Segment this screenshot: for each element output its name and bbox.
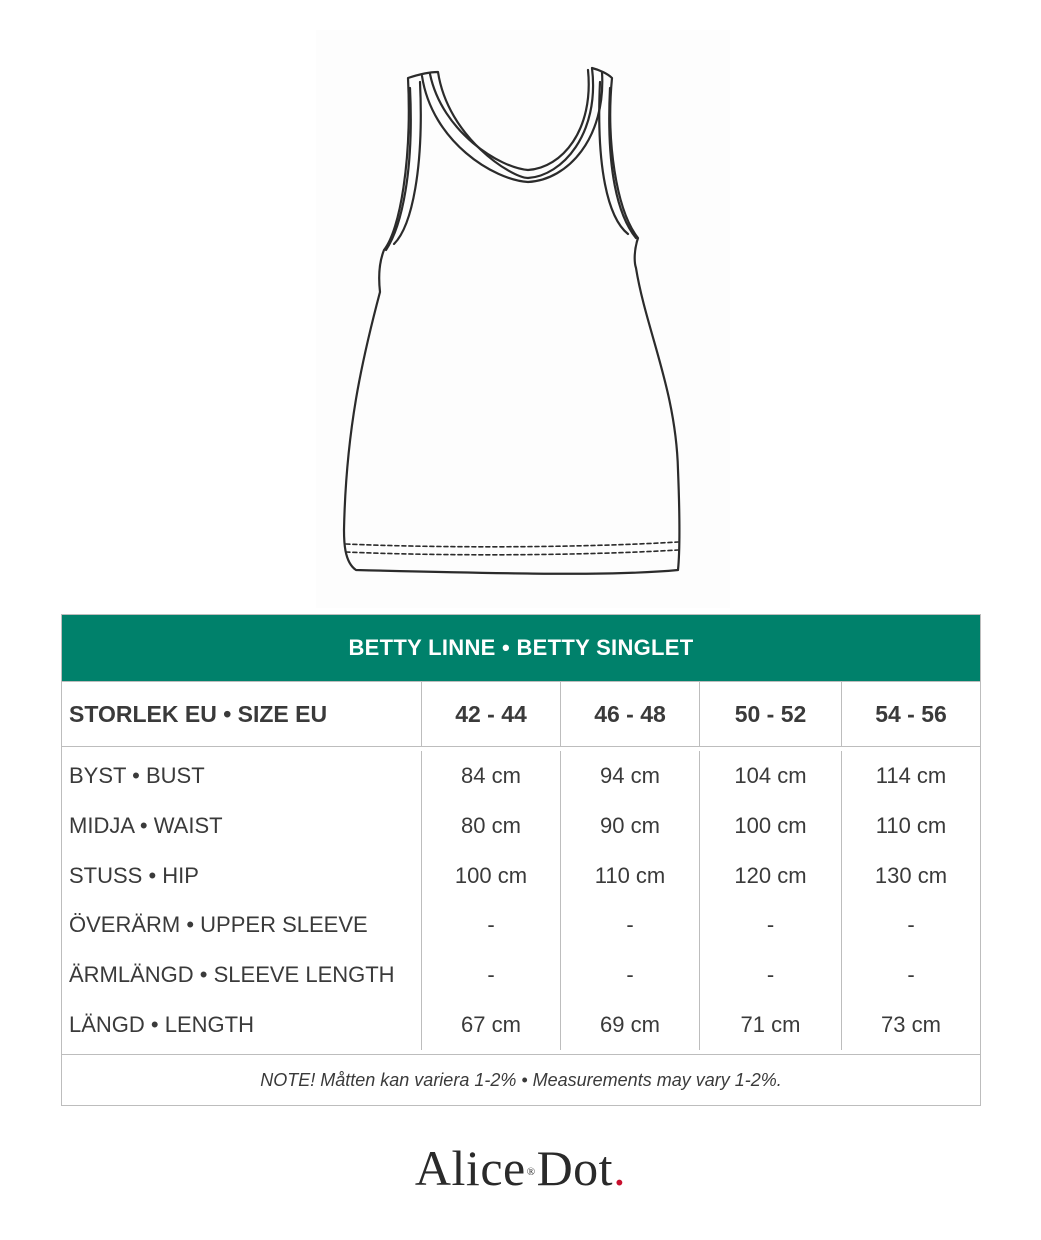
row-value: 90 cm	[561, 801, 700, 851]
table-title: BETTY LINNE • BETTY SINGLET	[62, 615, 980, 682]
table-row-sleeve-length	[62, 950, 980, 1000]
row-value: -	[700, 950, 842, 1000]
row-value: -	[907, 962, 915, 988]
table-row-bust	[62, 751, 980, 801]
row-value: 100 cm	[422, 851, 561, 901]
brand-name-part2: Dot	[536, 1140, 614, 1196]
size-header-row	[62, 682, 980, 747]
table-row-upper-sleeve	[62, 900, 980, 950]
row-value: 110 cm	[875, 812, 947, 838]
row-label: MIDJA • WAIST	[62, 801, 422, 851]
row-value: -	[700, 900, 842, 950]
row-value: 94 cm	[561, 751, 700, 801]
table-row-length	[62, 1000, 980, 1050]
row-value: 130 cm	[874, 862, 948, 888]
row-value: 80 cm	[422, 801, 561, 851]
size-header-2: 46 - 48	[561, 682, 700, 746]
brand-name-part1: Alice	[414, 1140, 526, 1196]
garment-sketch	[316, 30, 730, 608]
row-label: ÄRMLÄNGD • SLEEVE LENGTH	[62, 950, 422, 1000]
row-label: ÖVERÄRM • UPPER SLEEVE	[62, 900, 422, 950]
size-header-1: 42 - 44	[422, 682, 561, 746]
row-value: 100 cm	[700, 801, 842, 851]
row-value: 84 cm	[422, 751, 561, 801]
row-value: 120 cm	[700, 851, 842, 901]
row-value: -	[422, 900, 561, 950]
row-label: STUSS • HIP	[62, 851, 422, 901]
row-value: 114 cm	[875, 762, 947, 788]
row-value: 71 cm	[700, 1000, 842, 1050]
size-header-4: 54 - 56	[875, 700, 947, 727]
measurement-note: NOTE! Måtten kan variera 1-2% • Measurements may vary 1-2%.	[260, 1070, 782, 1090]
size-chart-table	[61, 614, 981, 1106]
table-row-waist	[62, 801, 980, 851]
singlet-drawing	[316, 30, 730, 608]
registered-mark: ®	[526, 1166, 536, 1178]
row-value: -	[561, 950, 700, 1000]
row-value: 73 cm	[881, 1012, 941, 1038]
brand-dot: .	[613, 1140, 627, 1196]
row-value: -	[907, 912, 915, 938]
row-label: LÄNGD • LENGTH	[62, 1000, 422, 1050]
row-value: -	[422, 950, 561, 1000]
measurement-rows	[62, 747, 980, 1055]
size-header-3: 50 - 52	[700, 682, 842, 746]
row-value: -	[561, 900, 700, 950]
size-header-label: STORLEK EU • SIZE EU	[62, 682, 422, 746]
row-value: 110 cm	[561, 851, 700, 901]
row-label: BYST • BUST	[62, 751, 422, 801]
row-value: 67 cm	[422, 1000, 561, 1050]
brand-logo	[0, 1138, 1041, 1198]
row-value: 69 cm	[561, 1000, 700, 1050]
table-row-hip	[62, 851, 980, 901]
row-value: 104 cm	[700, 751, 842, 801]
